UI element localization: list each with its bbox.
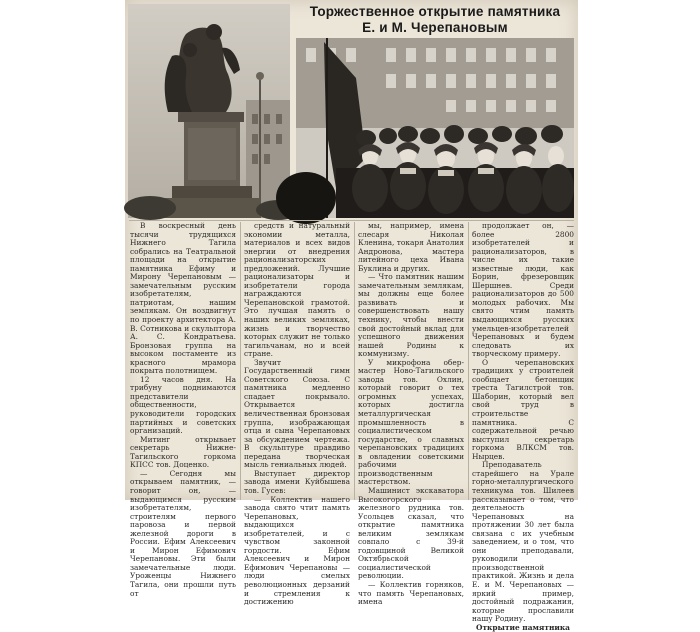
text-column-1 bbox=[130, 221, 236, 598]
paragraph: Машинист экскаватора Высокогорского железного рудника тов. Усольцев сказал, что открытие памятника великим землякам совпало с 39-й годовщиной Великой Октябрьской социалистической революции. bbox=[358, 485, 464, 581]
paragraph: средств и натуральный экономии металла, материалов и всех видов энергии от внедрения рационализаторских предложений. Лучшие рационализаторы и изобретатели города награждаются Черепановской грамотой. Это лучшая память о наших великих земляках, жизнь и творчество которых служит не только тагильчанам, но и всей стране. bbox=[244, 221, 350, 359]
crowd-photo bbox=[296, 38, 574, 218]
column-rule bbox=[240, 222, 241, 500]
headline-line-2: Е. и М. Черепановым bbox=[362, 20, 508, 35]
monument-photo-image bbox=[128, 4, 290, 218]
text-column-3 bbox=[358, 221, 464, 607]
paragraph: О черепановских традициях у строителей сообщает бетонщик треста Тагилстрой тов. Шаборин, который вел свой труд в строительстве памятника. С содержательной речью выступил секретарь горкома ВЛКСМ тов. Нырцев. bbox=[472, 357, 574, 461]
paragraph: — Что памятник нашим замечательным землякам, мы должны еще более развивать и совершенствовать нашу технику, чтобы внести свой достойный вклад для успешного движения нашей Родины к коммунизму. bbox=[358, 272, 464, 359]
paragraph: В воскресный день тысячи трудящихся Нижнего Тагила собрались на Театральной площади на открытие памятника Ефиму и Мирону Черепановым — замечательным русским изобретателям, патриотам, нашим землякам. Он воздвигнут по проекту архитектора А. В. Сотникова и скульптора А. С. Кондратьева. Бронзовая группа на высоком постаменте из красного мрамора покрыта полотнищем. bbox=[130, 221, 236, 376]
column-rule bbox=[354, 222, 355, 500]
paragraph: — Коллектив нашего завода свято чтит память Черепановых, выдающихся изобретателей, и с чувством законной гордости. Ефим Алексеевич и Мирон Ефимович Черепановы — люди смелых революционных дерзаний и стремления к достижению bbox=[244, 494, 350, 607]
paragraph: мы, например, имена слесаря Николая Кленина, токаря Анатолия Андронова, мастера литейного цеха Ивана Буклина и других. bbox=[358, 221, 464, 273]
paragraph: Митинг открывает секретарь Нижне-Тагильского горкома КПСС тов. Доценко. bbox=[130, 434, 236, 470]
paragraph: Звучит Государственный гимн Советского Союза. С памятника медленно спадает покрывало. Открывается величественная бронзовая группа, изображающая отца и сына Черепановых за обсуждением чертежа. В скульптуре правдиво передана творческая мысль гениальных людей. bbox=[244, 357, 350, 470]
headline-line-1: Торжественное открытие памятника bbox=[309, 4, 561, 19]
paragraph: Выступает директор завода имени Куйбышева тов. Гусев: bbox=[244, 468, 350, 495]
paragraph: — Коллектив горняков, что память Черепановых, имена bbox=[358, 579, 464, 607]
paragraph: У микрофона обер-мастер Ново-Тагильского завода тов. Охлин, который говорит о тех огромных успехах, которых достигла металлургическая промышленность в социалистическом государстве, о славных черепановских традициях в овладении советскими рабочими производственным мастерством. bbox=[358, 357, 464, 487]
article-headline bbox=[296, 4, 574, 36]
paragraph: Преподаватель старейшего на Урале горно-металлургического техникума тов. Шилеев рассказывает о том, что деятельность Черепановых на протяжении 30 лет была связана с их учебным заведением, и о том, что они преподавали, руководили производственной практикой. Жизнь и дела Е. и М. Черепановых — яркий пример, достойный подражания, которые прославили нашу Родину. bbox=[472, 460, 574, 624]
crowd-photo-image bbox=[296, 38, 574, 218]
text-column-2 bbox=[244, 221, 350, 607]
text-column-4 bbox=[472, 221, 574, 632]
paragraph: продолжает он, — более 2800 изобретателей и рационализаторов, в числе их такие известные люди, как Борин, фрезеровщик Шершнев. Среди рационализаторов до 500 молодых рабочих. Мы свято чтим память выдающихся русских умельцев-изобретателей Черепановых и будем следовать их творческому примеру. bbox=[472, 221, 574, 359]
paragraph: 12 часов дня. На трибуну поднимаются представители общественности, руководители городских партийных и советских организаций. bbox=[130, 374, 236, 436]
paragraph: Открытие памятника bbox=[476, 622, 570, 632]
monument-photo bbox=[128, 4, 290, 218]
paragraph: — Сегодня мы открываем памятник, — говорит он, — выдающимся русским изобретателям, строителям первого паровоза и первой железной дороги в России. Ефим Алексеевич и Мирон Ефимович Черепановы. Эти были замечательные люди. Уроженцы Нижнего Тагила, они прошли путь от bbox=[130, 468, 236, 598]
column-rule bbox=[468, 222, 469, 500]
